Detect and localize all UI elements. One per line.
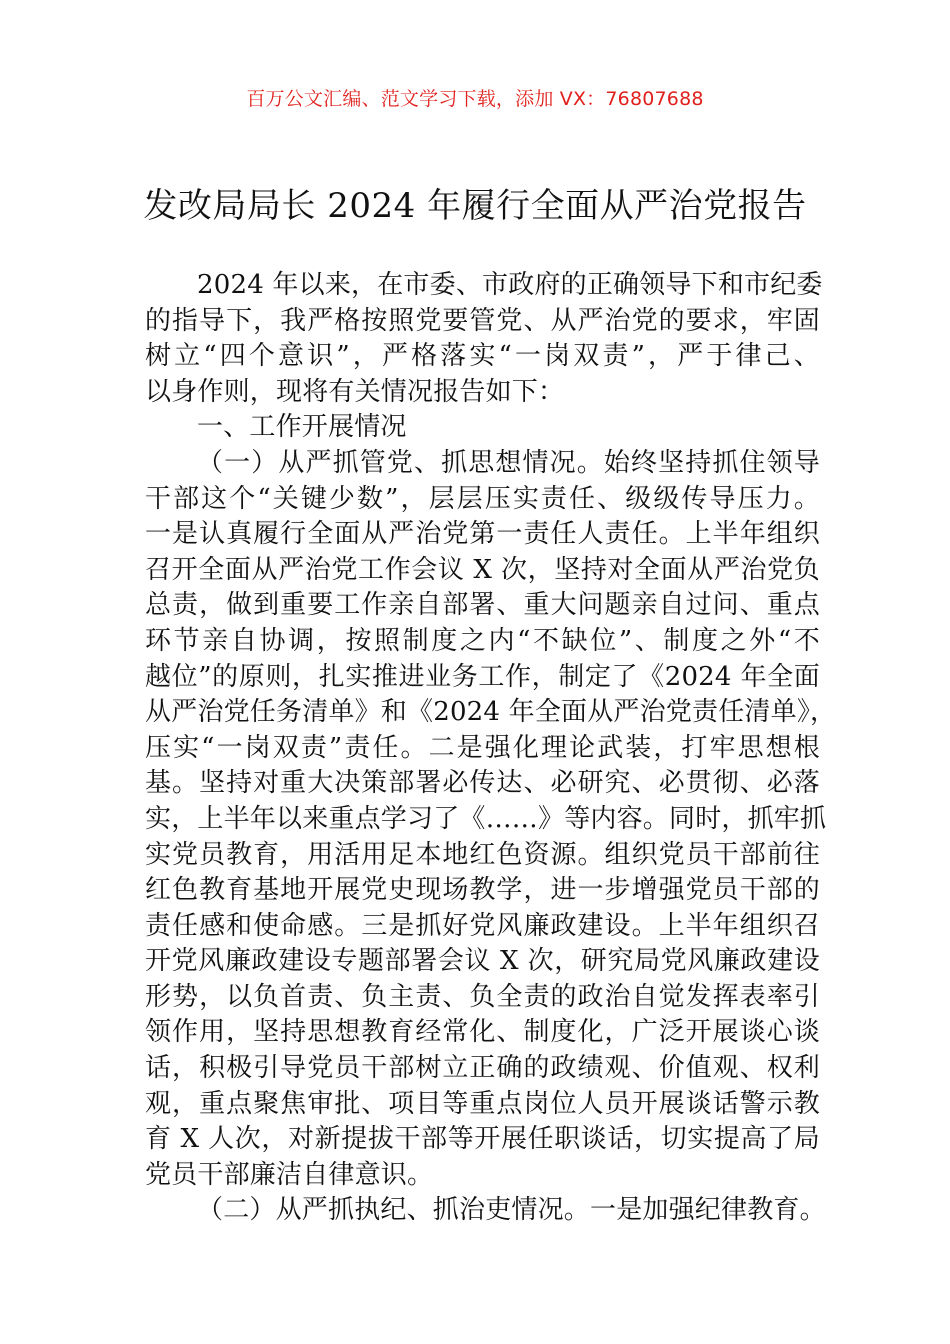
body-line: 压实“一岗双责”责任。二是强化理论武装，打牢思想根 [145, 732, 820, 763]
body-line: 红色教育基地开展党史现场教学，进一步增强党员干部的 [145, 875, 820, 906]
body-line: 树立“四个意识”，严格落实“一岗双责”，严于律己、 [145, 341, 820, 372]
body-line: 从严治党任务清单》和《2024 年全面从严治党责任清单》， [145, 697, 837, 728]
section-heading: 一、工作开展情况 [197, 412, 407, 443]
body-line: 召开全面从严治党工作会议 X 次，坚持对全面从严治党负 [145, 554, 820, 585]
body-line: 开党风廉政建设专题部署会议 X 次，研究局党风廉政建设 [145, 946, 820, 977]
header-watermark-note: 百万公文汇编、范文学习下载，添加 VX：76807688 [246, 88, 704, 110]
body-line: 领作用，坚持思想教育经常化、制度化，广泛开展谈心谈 [145, 1017, 820, 1048]
document-body [145, 268, 837, 1229]
body-line: 话，积极引导党员干部树立正确的政绩观、价值观、权利 [145, 1053, 820, 1084]
body-line: 的指导下，我严格按照党要管党、从严治党的要求，牢固 [145, 305, 820, 336]
body-line: 基。坚持对重大决策部署必传达、必研究、必贯彻、必落 [145, 768, 820, 799]
body-line: 实党员教育，用活用足本地红色资源。组织党员干部前往 [145, 839, 820, 870]
document-title: 发改局局长 2024 年履行全面从严治党报告 [143, 186, 807, 226]
body-line: 育 X 人次，对新提拔干部等开展任职谈话，切实提高了局 [145, 1124, 820, 1155]
body-line: 总责，做到重要工作亲自部署、重大问题亲自过问、重点 [145, 590, 820, 621]
body-line: 干部这个“关键少数”，层层压实责任、级级传导压力。 [145, 483, 820, 514]
body-line: 一是认真履行全面从严治党第一责任人责任。上半年组织 [145, 519, 820, 550]
body-line: 越位”的原则，扎实推进业务工作，制定了《2024 年全面 [145, 661, 820, 692]
body-line: 实，上半年以来重点学习了《……》等内容。同时，抓牢抓 [145, 803, 827, 834]
body-line: 责任感和使命感。三是抓好党风廉政建设。上半年组织召 [145, 910, 820, 941]
body-line: 2024 年以来，在市委、市政府的正确领导下和市纪委 [197, 270, 823, 300]
body-line: （一）从严抓管党、抓思想情况。始终坚持抓住领导 [197, 447, 820, 478]
body-line: 党员干部廉洁自律意识。 [145, 1159, 434, 1190]
body-line: 环节亲自协调，按照制度之内“不缺位”、制度之外“不 [145, 625, 820, 656]
body-line: （二）从严抓执纪、抓治吏情况。一是加强纪律教育。 [197, 1195, 826, 1226]
body-line: 观，重点聚焦审批、项目等重点岗位人员开展谈话警示教 [145, 1088, 820, 1119]
body-line: 形势，以负首责、负主责、负全责的政治自觉发挥表率引 [145, 981, 820, 1012]
body-line: 以身作则，现将有关情况报告如下： [145, 376, 565, 407]
